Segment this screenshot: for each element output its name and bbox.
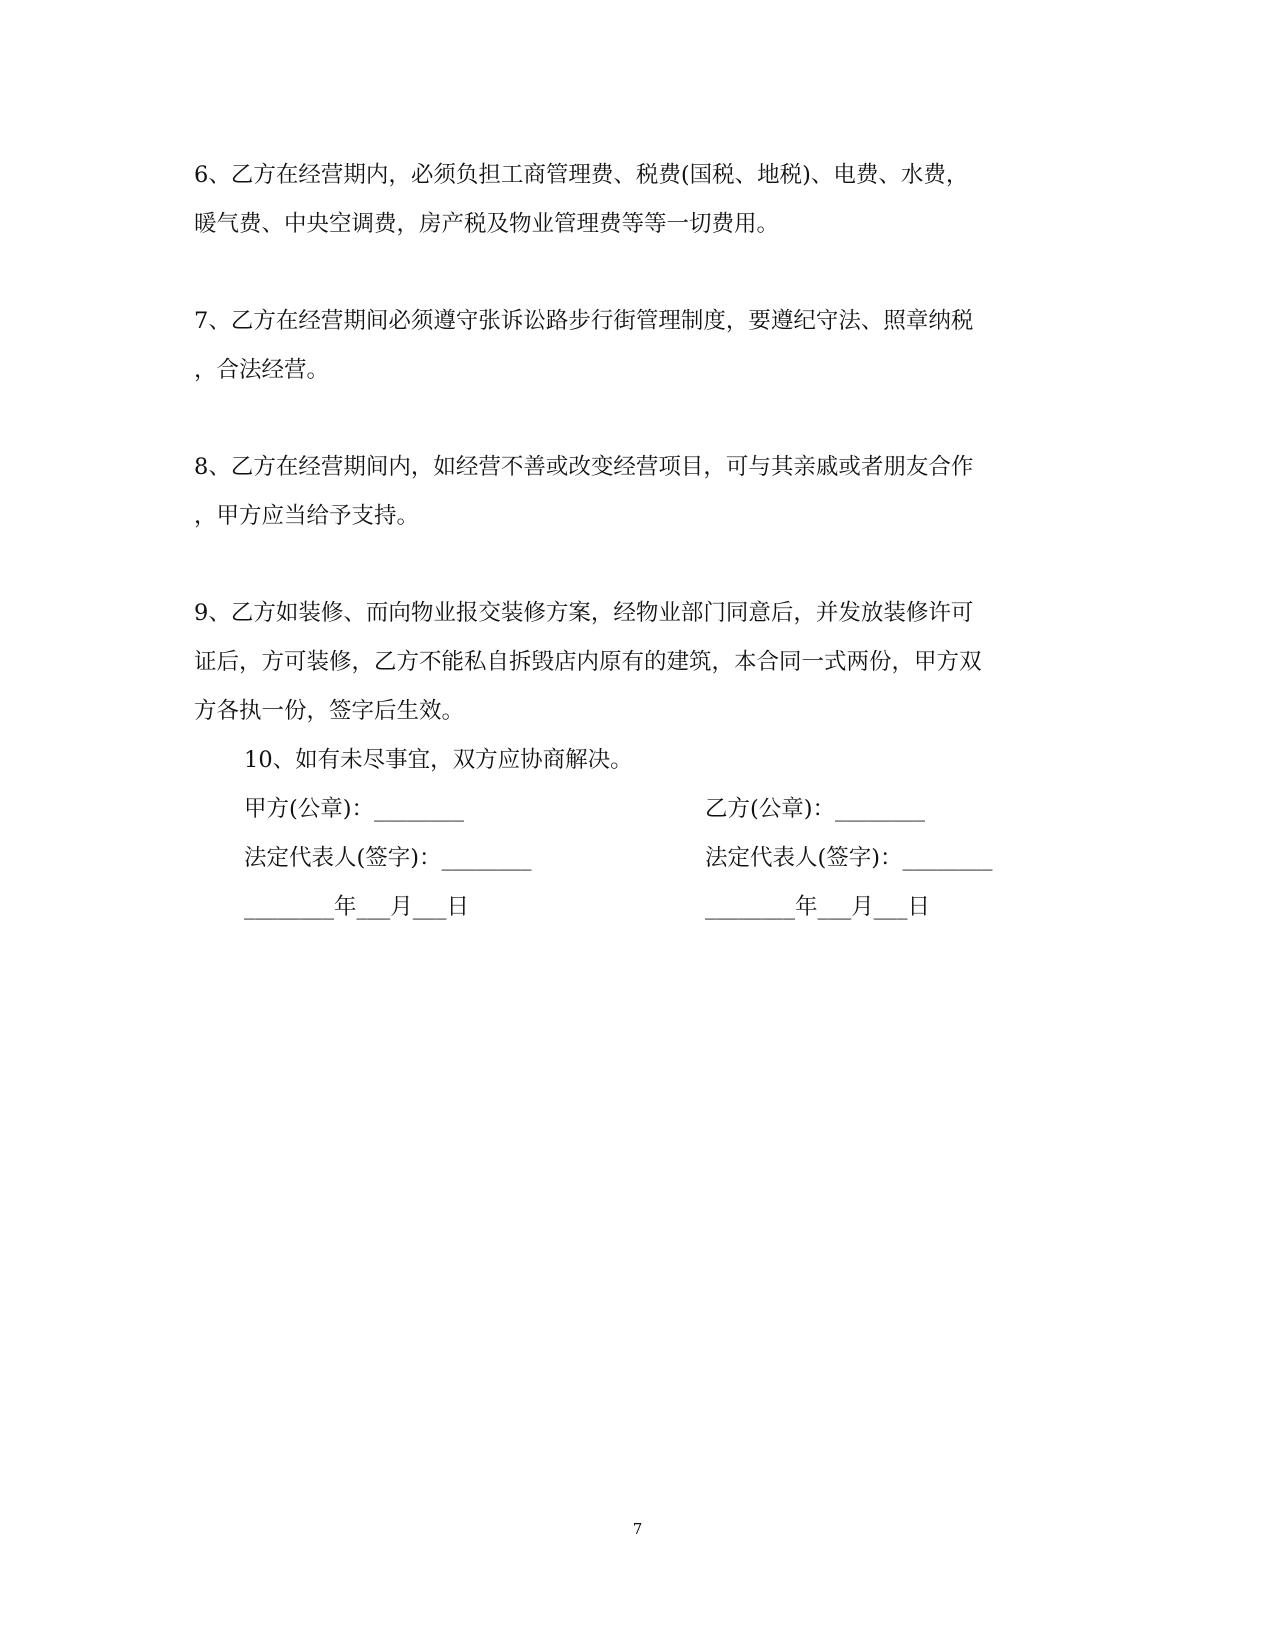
clause-8-line-2: ，甲方应当给予支持。 <box>194 503 420 529</box>
clause-7-line-1: 7、乙方在经营期间必须遵守张诉讼路步行街管理制度，要遵纪守法、照章纳税 <box>194 308 974 334</box>
party-a-date-field: ________年___月___日 <box>244 894 470 920</box>
clause-9-line-3: 方各执一份，签字后生效。 <box>194 698 465 724</box>
party-b-seal-field: 乙方(公章)：________ <box>705 796 926 822</box>
clause-9-line-1: 9、乙方如装修、而向物业报交装修方案，经物业部门同意后，并发放装修许可 <box>194 600 974 626</box>
clause-10: 10、如有未尽事宜，双方应协商解决。 <box>244 747 633 773</box>
page-number: 7 <box>632 1520 643 1538</box>
party-a-seal-field: 甲方(公章)：________ <box>244 796 465 822</box>
party-a-representative-field: 法定代表人(签字)：________ <box>244 845 532 871</box>
clause-8-line-1: 8、乙方在经营期间内，如经营不善或改变经营项目，可与其亲戚或者朋友合作 <box>194 454 974 480</box>
party-b-representative-field: 法定代表人(签字)：________ <box>705 845 993 871</box>
clause-6-line-1: 6、乙方在经营期内，必须负担工商管理费、税费(国税、地税)、电费、水费， <box>194 162 969 188</box>
clause-6-line-2: 暖气费、中央空调费，房产税及物业管理费等等一切费用。 <box>194 211 780 237</box>
clause-9-line-2: 证后，方可装修，乙方不能私自拆毁店内原有的建筑，本合同一式两份，甲方双 <box>194 649 982 675</box>
clause-7-line-2: ，合法经营。 <box>194 357 330 383</box>
party-b-date-field: ________年___月___日 <box>705 894 931 920</box>
